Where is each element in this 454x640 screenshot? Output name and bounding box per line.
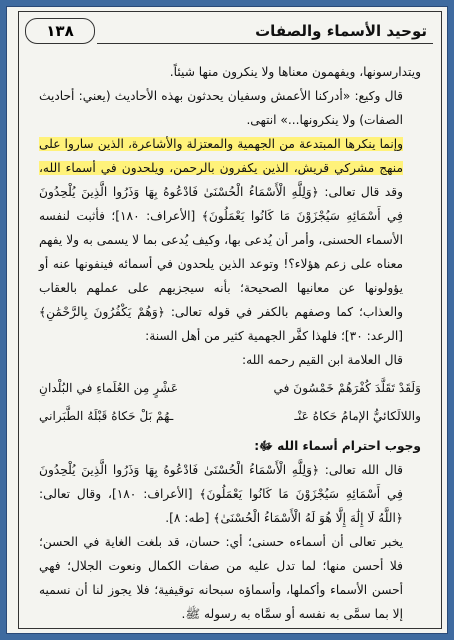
poem-line-2-second-hemistich: ـهُمْ بَلْ حَكاهُ قَبْلَهُ الطَّبَراني xyxy=(39,409,174,423)
page-header xyxy=(19,16,441,50)
poem-line-2 xyxy=(39,404,421,428)
page-number: ١٣٨ xyxy=(25,18,95,44)
paragraph-4: قال العلامة ابن القيم رحمه الله: xyxy=(242,353,403,367)
paragraph-6: يخبر تعالى أن أسماءه حسنى؛ أي: حسان، قد بلغت الغاية في الحسن؛ فلا أحسن منها؛ لما تدل عليه من صفات الكمال ونعوت الجلال؛ فهي أحسن الأسماء وأكملها، وأسماؤه سبحانه توقيفية؛ فلا يجوز لنا أن نسميه إلا بما سمَّى به نفسه أو سمَّاه به رسوله ﷺ. xyxy=(39,535,403,621)
paragraph-2: قال وكيع: «أدركنا الأعمش وسفيان يحدثون بهذه الأحاديث (يعني: أحاديث الصفات) ولا ينكرونها...» انتهى. xyxy=(39,89,403,127)
paragraph-1: ويتدارسونها، ويفهمون معناها ولا ينكرون منها شيئاً. xyxy=(169,65,421,79)
page-frame xyxy=(18,11,442,629)
paragraph-3 xyxy=(39,132,421,348)
header-rule xyxy=(97,43,433,44)
paragraph-5: قال الله تعالى: ﴿وَلِلَّهِ الْأَسْمَاءُ الْحُسْنَىٰ فَادْعُوهُ بِهَا وَذَرُوا الَّذِينَ يُلْحِدُونَ فِي أَسْمَائِهِ سَيُجْزَوْنَ مَا كَانُوا يَعْمَلُونَ﴾ [الأعراف: ١٨٠]، وقال تعالى: ﴿اللَّهُ لَا إِلَٰهَ إِلَّا هُوَ لَهُ الْأَسْمَاءُ الْحُسْنَىٰ﴾ [طه: ٨]. xyxy=(39,463,403,525)
poem-line-2-first-hemistich: واللالَكائيُّ الإمامُ حَكاهُ عَنْـ xyxy=(294,409,421,423)
section-heading: وجوب احترام أسماء الله ﷻ: xyxy=(254,439,421,453)
poem-line-1-first-hemistich: وَلَقَدْ تَقَلَّدَ كُفْرَهُمْ خَمْسُونَ في xyxy=(273,381,421,395)
page-content xyxy=(39,60,421,626)
poem-line-1 xyxy=(39,376,421,400)
book-page xyxy=(6,6,448,634)
chapter-title: توحيد الأسماء والصفات xyxy=(255,22,427,40)
poem-line-1-second-hemistich: عَشْرٍ مِن العُلَماءِ في البُلْدانِ xyxy=(39,381,179,395)
paragraph-3-rest: وقد قال تعالى: ﴿وَلِلَّهِ الْأَسْمَاءُ الْحُسْنَىٰ فَادْعُوهُ بِهَا وَذَرُوا الَّذِينَ يُلْحِدُونَ فِي أَسْمَائِهِ سَيُجْزَوْنَ مَا كَانُوا يَعْمَلُونَ﴾ [الأعراف: ١٨٠]؛ فأثبت لنفسه الأسماء الحسنى، وأمر أن يُدعى بها، وكيف يُدعى بما لا يسمى به ولا يفهم معناه على زعم هؤلاء؟! وتوعد الذين يلحدون في أسمائه فينفونها عنه أو يؤولونها عن معانيها الصحيحة؛ بأنه سيجزيهم على عملهم بالعقاب والعذاب؛ كما وصفهم بالكفر في قوله تعالى: ﴿وَهُمْ يَكْفُرُونَ بِالرَّحْمَٰنِ﴾ [الرعد: ٣٠]؛ فلهذا كفَّر الجهمية كثير من أهل السنة: xyxy=(39,185,403,343)
highlighted-text: وإنما ينكرها المبتدعة من الجهمية والمعتزلة والأشاعرة، الذين ساروا على منهج مشركي قريش، الذين يكفرون بالرحمن، ويلحدون في أسماء الله، xyxy=(39,137,403,175)
